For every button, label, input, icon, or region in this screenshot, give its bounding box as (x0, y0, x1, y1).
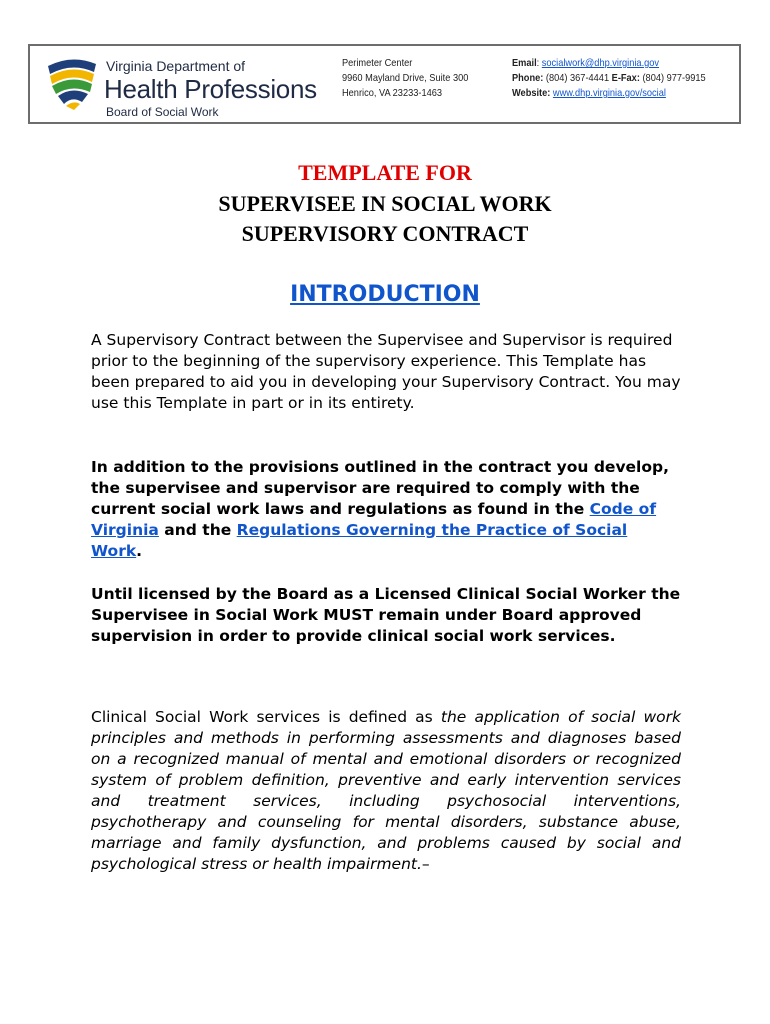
email-label: Email (512, 57, 537, 69)
phone-label: Phone: (512, 72, 544, 84)
licensing-paragraph: Until licensed by the Board as a Licensed Clinical Social Worker the Supervisee in Social Work MUST remain under Board approved supervision in order to provide clinical social work services. (91, 585, 681, 645)
introduction-heading: INTRODUCTION (290, 282, 480, 307)
website-link[interactable]: www.dhp.virginia.gov/social (552, 87, 666, 99)
title-line-3: SUPERVISORY CONTRACT (241, 221, 529, 246)
email-link[interactable]: socialwork@dhp.virginia.gov (541, 57, 660, 69)
address-line: Henrico, VA 23233-1463 (342, 87, 443, 99)
logo-line-1: Virginia Department of (106, 58, 246, 74)
logo-line-3: Board of Social Work (106, 105, 219, 119)
efax-value: (804) 977-9915 (642, 72, 706, 84)
dhp-logo (44, 54, 344, 118)
address-block (342, 56, 468, 101)
virginia-state-logo-icon (44, 56, 100, 112)
definition-trailing: – (421, 855, 430, 873)
phone-value: (804) 367-4441 (545, 72, 610, 84)
website-label: Website: (512, 87, 551, 99)
contact-block (512, 56, 706, 101)
code-of-virginia-link[interactable]: Code of Virginia (91, 500, 657, 539)
logo-line-2: Health Professions (104, 74, 317, 104)
provisions-text-b: and the (158, 521, 237, 539)
email-row: Email: socialwork@dhp.virginia.gov (512, 57, 660, 69)
definition-plain: Clinical Social Work services is defined as (91, 708, 441, 726)
title-line-1: TEMPLATE FOR (298, 160, 472, 185)
definition-italic: the application of social work principles and methods in performing assessments and diagnoses based on a recognized manual of mental and emotional disorders or recognized system of problem definition, preventive and early intervention services and treatment services, including psychosocial interventions, psychotherapy and counseling for mental disorders, substance abuse, marriage and family dysfunction, and problems caused by social and psychological stress or health impairment. (91, 708, 681, 873)
address-line: 9960 Mayland Drive, Suite 300 (342, 72, 469, 84)
phone-row (512, 71, 706, 86)
title-line-2: SUPERVISEE IN SOCIAL WORK (218, 191, 552, 216)
provisions-text-a: In addition to the provisions outlined in the contract you develop, the supervisee and supervisor are required to comply with the current social work laws and regulations as found in the (91, 458, 670, 518)
efax-label: E-Fax: (611, 72, 640, 84)
address-line: Perimeter Center (342, 57, 413, 69)
provisions-paragraph (91, 457, 681, 562)
intro-paragraph: A Supervisory Contract between the Supervisee and Supervisor is required prior to the beginning of the supervisory experience. This Template has been prepared to aid you in developing your Supervisory Contract. You may use this Template in part or in its entirety. (91, 331, 681, 412)
provisions-text-c: . (136, 542, 143, 560)
definition-paragraph (91, 707, 681, 875)
website-row (512, 86, 706, 101)
regulations-link[interactable]: Regulations Governing the Practice of Social Work (91, 521, 628, 560)
letterhead (28, 44, 741, 124)
